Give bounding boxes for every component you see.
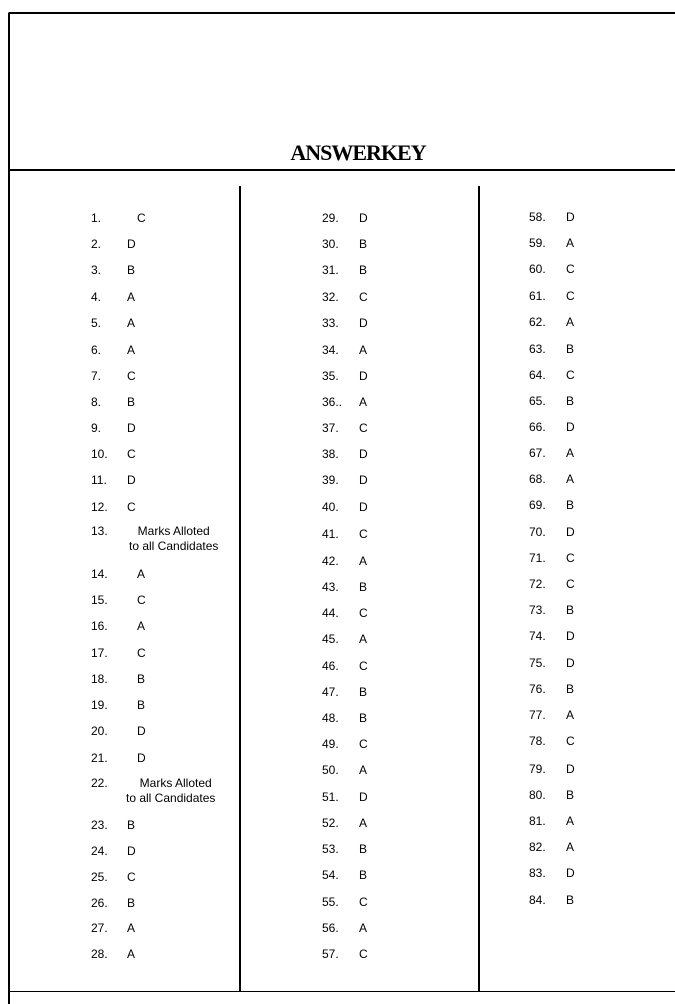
answer-letter: B [359,580,368,594]
question-number: 3. [91,263,102,277]
question-number: 41. [322,527,339,541]
answer-letter: C [566,289,575,303]
answer-letter: D [359,369,368,383]
answer-letter: A [137,619,146,633]
question-number: 34. [322,343,339,357]
question-number: 69. [529,498,546,512]
question-number: 9. [91,421,102,435]
answer-letter: D [566,866,575,880]
question-number: 68. [529,472,546,486]
question-number: 6. [91,343,102,357]
answer-letter: D [359,790,368,804]
answer-letter: B [359,237,368,251]
question-number: 14. [91,567,108,581]
answer-letter: B [359,711,368,725]
question-number: 8. [91,395,102,409]
question-number: 23. [91,818,108,832]
answer-letter: B [359,263,368,277]
answer-letter: D [566,629,575,643]
answer-letter: D [359,211,368,225]
question-number: 81. [529,814,546,828]
question-number: 53. [322,842,339,856]
answer-letter: C [137,646,146,660]
answer-letter: C [566,551,575,565]
answer-letter: D [359,447,368,461]
answer-letter: C [127,870,136,884]
question-number: 54. [322,868,339,882]
answer-letter: B [566,498,575,512]
answer-letter: C [359,947,368,961]
question-number: 19. [91,698,108,712]
question-number: 59. [529,236,546,250]
answer-letter: D [127,844,136,858]
question-number: 71. [529,551,546,565]
answer-letter: D [566,210,575,224]
question-number: 11. [91,473,107,487]
question-number: 55. [322,895,339,909]
question-number: 60. [529,262,546,276]
answer-letter: D [566,656,575,670]
question-number: 13. [91,524,108,538]
question-number: 2. [91,237,102,251]
answer-letter: A [566,446,575,460]
question-number: 10. [91,447,108,461]
answer-letter: A [359,343,368,357]
question-number: 31. [322,263,339,277]
answer-letter: A [566,840,575,854]
question-number: 15. [91,593,108,607]
answer-letter: A [137,567,146,581]
answer-letter: A [359,554,368,568]
answer-letter: A [359,395,368,409]
question-number: 48. [322,711,339,725]
answer-letter: A [127,343,136,357]
answer-letter: D [137,724,146,738]
question-number: 40. [322,500,339,514]
answer-letter: C [127,500,136,514]
answer-letter: C [127,447,136,461]
answer-letter: A [127,921,136,935]
answer-letter: C [137,211,146,225]
answer-letter: D [137,751,146,765]
question-number: 38. [322,447,339,461]
answer-letter: D [127,421,136,435]
answer-letter: D [566,420,575,434]
question-number: 17. [91,646,108,660]
answer-letter: A [359,763,368,777]
answer-letter: D [359,500,368,514]
answer-letter: C [359,606,368,620]
answer-note-line: Marks Alloted [139,776,212,790]
answer-letter: B [127,818,136,832]
answer-letter: A [359,816,368,830]
answer-letter: B [566,394,575,408]
question-number: 57. [322,947,339,961]
answer-letter: D [359,473,368,487]
answer-letter: C [359,895,368,909]
question-number: 25. [91,870,108,884]
answer-letter: D [127,237,136,251]
question-number: 24. [91,844,108,858]
question-number: 21. [91,751,108,765]
answer-letter: B [359,868,368,882]
question-number: 67. [529,446,546,460]
answer-letter: B [127,263,136,277]
question-number: 44. [322,606,339,620]
question-number: 61. [529,289,546,303]
answer-letter: C [566,577,575,591]
question-number: 70. [529,525,546,539]
answer-letter: A [566,708,575,722]
answer-letter: C [566,368,575,382]
answer-letter: B [359,685,368,699]
question-number: 46. [322,659,339,673]
answer-letter: C [359,421,368,435]
answer-letter: C [566,734,575,748]
answer-letter: B [137,672,146,686]
answer-letter: C [137,593,146,607]
answer-note-line: to all Candidates [126,791,216,805]
answer-letter: B [359,842,368,856]
answer-letter: B [566,682,575,696]
answer-letter: B [137,698,146,712]
question-number: 5. [91,316,102,330]
question-number: 47. [322,685,339,699]
answer-letter: A [566,236,575,250]
question-number: 7. [91,369,102,383]
question-number: 30. [322,237,339,251]
answer-letter: B [127,896,136,910]
question-number: 74. [529,629,546,643]
question-number: 4. [91,290,102,304]
question-number: 82. [529,840,546,854]
answer-letter: A [127,316,136,330]
question-number: 1. [91,211,102,225]
answer-letter: A [127,290,136,304]
answer-letter: B [566,603,575,617]
answer-letter: C [127,369,136,383]
answer-letter: A [566,472,575,486]
answer-letter: A [127,947,136,961]
question-number: 33. [322,316,339,330]
question-number: 51. [322,790,339,804]
question-number: 36.. [322,395,343,409]
question-number: 72. [529,577,546,591]
question-number: 78. [529,734,546,748]
question-number: 27. [91,921,108,935]
question-number: 62. [529,315,546,329]
answer-letter: B [566,788,575,802]
answer-letter: A [359,632,368,646]
answer-letter: A [359,921,368,935]
question-number: 28. [91,947,108,961]
answer-letter: C [566,262,575,276]
question-number: 79. [529,762,546,776]
question-number: 45. [322,632,339,646]
answer-letter: C [359,737,368,751]
question-number: 58. [529,210,546,224]
question-number: 29. [322,211,339,225]
answer-letter: D [127,473,136,487]
question-number: 77. [529,708,546,722]
question-number: 83. [529,866,546,880]
question-number: 76. [529,682,546,696]
answer-letter: D [566,525,575,539]
question-number: 63. [529,342,546,356]
answer-letter: A [566,315,575,329]
question-number: 50. [322,763,339,777]
question-number: 64. [529,368,546,382]
page-title: ANSWERKEY [290,140,426,165]
question-number: 75. [529,656,546,670]
question-number: 20. [91,724,108,738]
answer-letter: B [127,395,136,409]
question-number: 12. [91,500,108,514]
question-number: 80. [529,788,546,802]
question-number: 26. [91,896,108,910]
question-number: 35. [322,369,339,383]
question-number: 56. [322,921,339,935]
answer-letter: A [566,814,575,828]
answer-note [129,524,218,554]
question-number: 65. [529,394,546,408]
question-number: 39. [322,473,339,487]
question-number: 43. [322,580,339,594]
question-number: 84. [529,893,546,907]
question-number: 16. [91,619,108,633]
question-number: 66. [529,420,546,434]
question-number: 18. [91,672,108,686]
question-number: 73. [529,603,546,617]
answer-letter: D [566,762,575,776]
question-number: 37. [322,421,339,435]
answer-note-line: to all Candidates [129,539,219,553]
question-number: 52. [322,816,339,830]
answer-note [126,776,215,806]
question-number: 22. [91,776,108,790]
question-number: 42. [322,554,339,568]
answer-letter: D [359,316,368,330]
question-number: 49. [322,737,339,751]
answer-letter: C [359,527,368,541]
answer-letter: C [359,290,368,304]
question-number: 32. [322,290,339,304]
answer-note-line: Marks Alloted [137,524,210,538]
answer-letter: C [359,659,368,673]
answer-letter: B [566,893,575,907]
answer-letter: B [566,342,575,356]
